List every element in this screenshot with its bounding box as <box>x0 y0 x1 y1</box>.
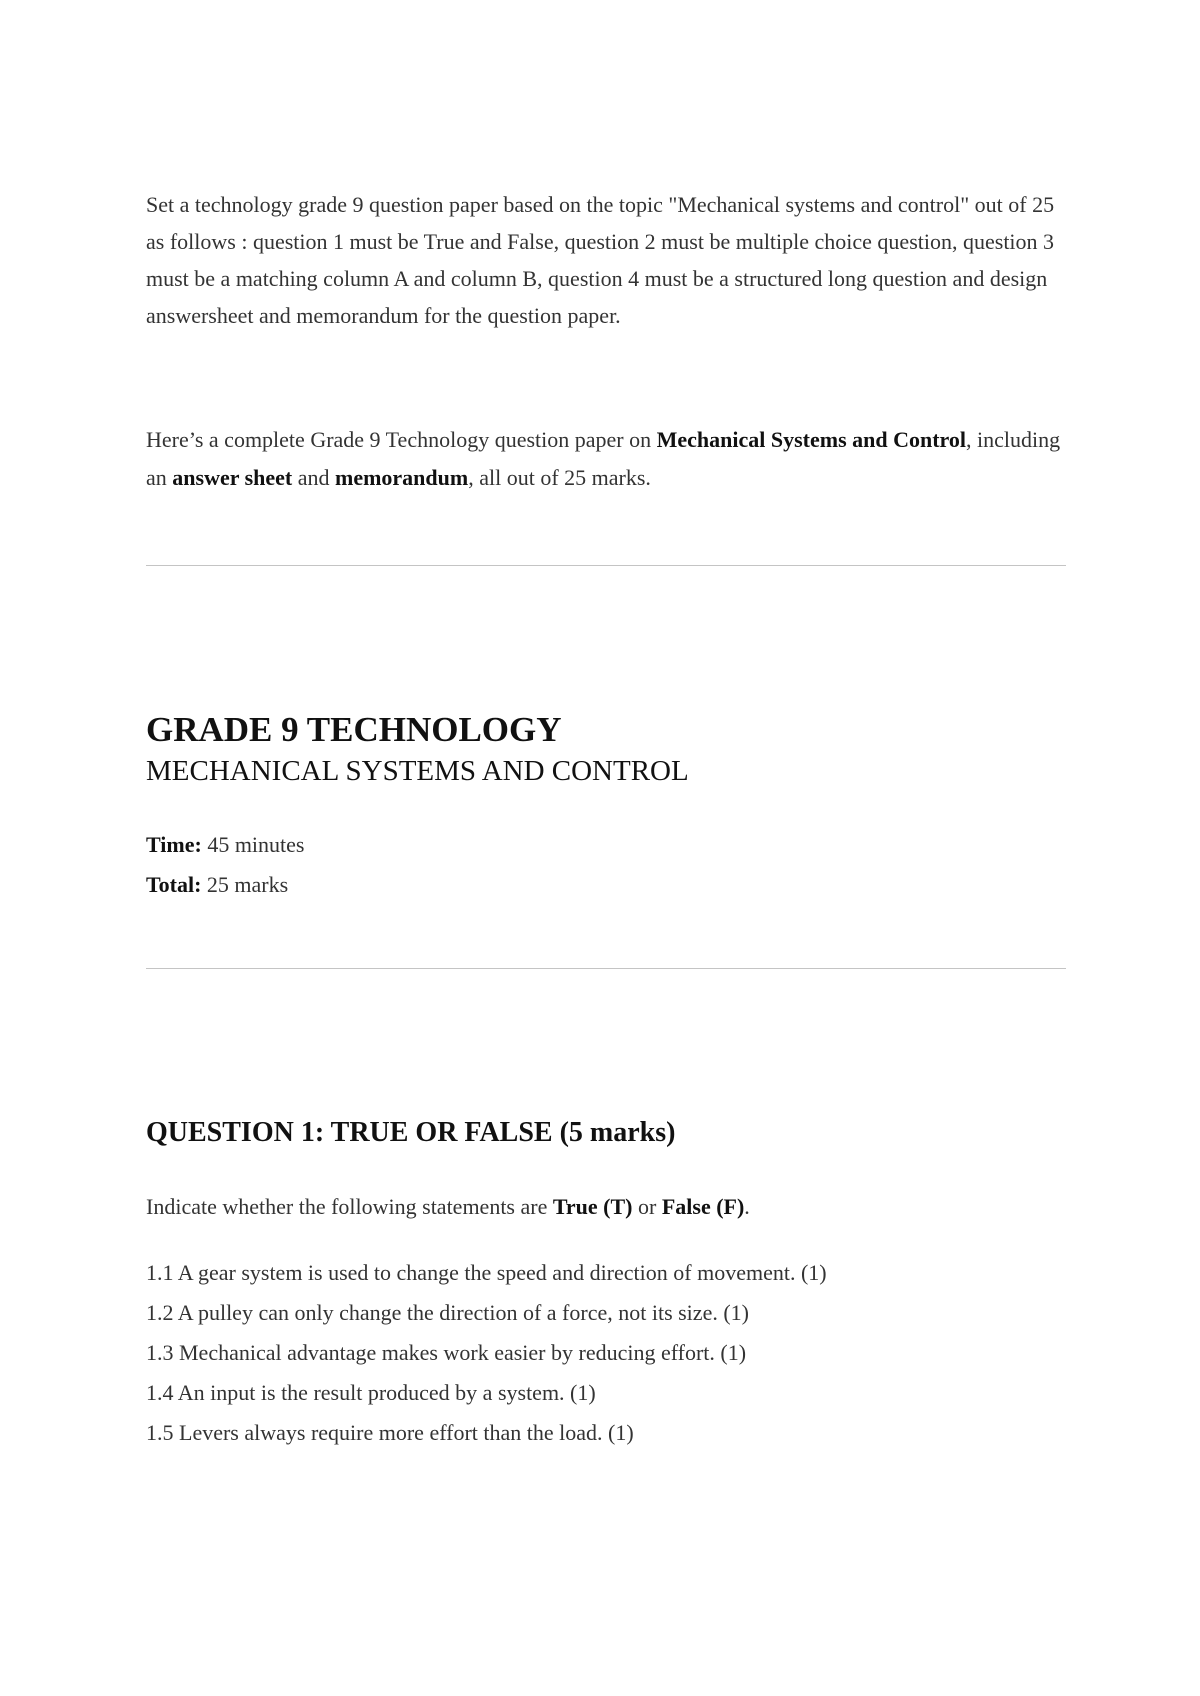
divider <box>146 565 1066 566</box>
question-1-instruction <box>146 1192 750 1222</box>
intro-memorandum: memorandum <box>335 465 469 490</box>
question-item: 1.4 An input is the result produced by a system. (1) <box>146 1380 596 1405</box>
intro-answer-sheet: answer sheet <box>172 465 293 490</box>
time-value: 45 minutes <box>201 832 305 857</box>
paper-title: GRADE 9 TECHNOLOGY <box>146 710 562 749</box>
instruction-text-1: Indicate whether the following statements are <box>146 1194 553 1219</box>
false-label: False (F) <box>661 1194 745 1219</box>
question-1-items <box>146 1258 827 1458</box>
response-intro <box>146 421 1066 497</box>
question-item: 1.5 Levers always require more effort than the load. (1) <box>146 1420 634 1445</box>
divider <box>146 968 1066 969</box>
user-prompt <box>146 186 1066 334</box>
time-label: Time: <box>146 832 202 857</box>
intro-text-3: and <box>292 465 335 490</box>
total-value: 25 marks <box>201 872 289 897</box>
question-1-heading: QUESTION 1: TRUE OR FALSE (5 marks) <box>146 1117 676 1148</box>
total-label: Total: <box>146 872 202 897</box>
intro-text-2: , including an <box>146 427 1061 490</box>
question-item: 1.1 A gear system is used to change the speed and direction of movement. (1) <box>146 1260 827 1285</box>
question-item: 1.3 Mechanical advantage makes work easier by reducing effort. (1) <box>146 1340 747 1365</box>
question-item: 1.2 A pulley can only change the direction of a force, not its size. (1) <box>146 1300 749 1325</box>
paper-subtitle: MECHANICAL SYSTEMS AND CONTROL <box>146 755 689 787</box>
paper-time <box>146 830 304 860</box>
instruction-text-2: or <box>632 1194 662 1219</box>
true-label: True (T) <box>552 1194 633 1219</box>
intro-topic: Mechanical Systems and Control <box>656 427 967 452</box>
instruction-text-3: . <box>744 1194 750 1219</box>
intro-text-4: , all out of 25 marks. <box>468 465 651 490</box>
intro-text-1: Here’s a complete Grade 9 Technology question paper on <box>146 427 657 452</box>
paper-total <box>146 870 288 900</box>
user-prompt-text: Set a technology grade 9 question paper based on the topic "Mechanical systems and control" out of 25 as follows : question 1 must be True and False, question 2 must be multiple choice question, question 3 must be a matching column A and column B, question 4 must be a structured long question and design answersheet and memorandum for the question paper. <box>146 192 1055 328</box>
